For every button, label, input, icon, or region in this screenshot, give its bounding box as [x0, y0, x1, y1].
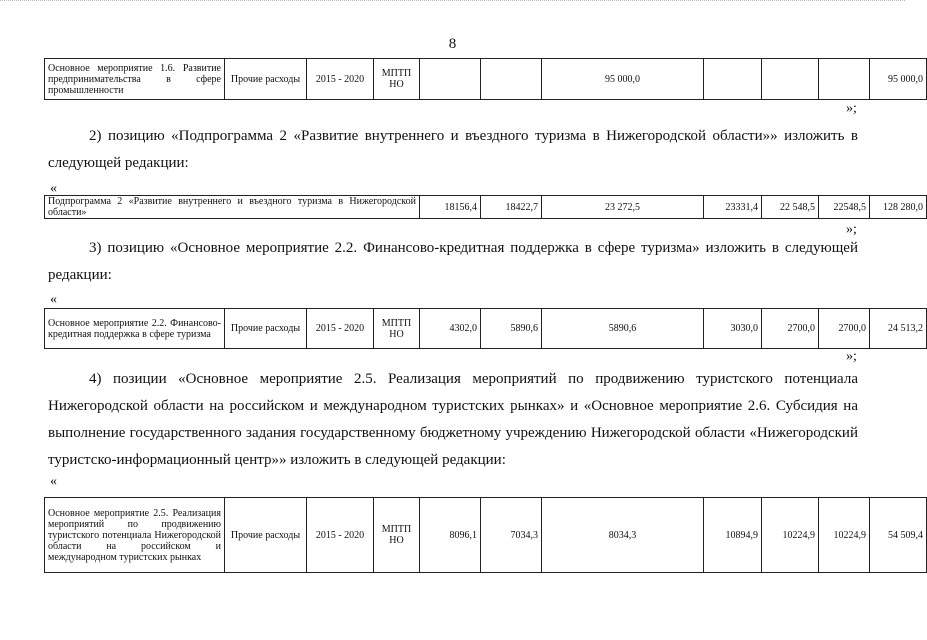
table-event-2-5: [44, 497, 927, 573]
table-event-1-6: [44, 58, 927, 100]
row-description: Основное мероприятие 2.2. Финансово-кредитная поддержка в сфере туризма: [45, 309, 225, 349]
total-cell: 54 509,4: [870, 498, 927, 573]
paragraph-2: [48, 123, 858, 177]
paragraph-4-text: 4) позиции «Основное мероприятие 2.5. Реализация мероприятий по продвижению туристского потенциала Нижегородской области на российском и международном туристских рынках» и «Основное мероприятие 2.6. Субсидия на выполнение государственного задания государственному бюджетному учреждению Нижегородской области «Нижегородский туристско-информационный центр»» изложить в следующей редакции:: [48, 371, 858, 468]
table-row: [45, 309, 927, 349]
paragraph-3: [48, 235, 858, 289]
expense-type-cell: Прочие расходы: [225, 498, 307, 573]
value-cell-5: 2700,0: [762, 309, 819, 349]
table-row: [45, 196, 927, 219]
executor-cell: МПТП НО: [374, 59, 420, 100]
row-description: Подпрограмма 2 «Развитие внутреннего и въездного туризма в Нижегородской области»: [45, 196, 420, 219]
value-cell-2: 7034,3: [481, 498, 542, 573]
expense-type-cell: Прочие расходы: [225, 309, 307, 349]
value-cell-1: [420, 59, 481, 100]
value-cell-1: 8096,1: [420, 498, 481, 573]
value-cell-3: 8034,3: [542, 498, 704, 573]
period-cell: 2015 - 2020: [307, 59, 374, 100]
paragraph-3-text: 3) позицию «Основное мероприятие 2.2. Финансово-кредитная поддержка в сфере туризма» изложить в следующей редакции:: [48, 240, 858, 283]
closing-quote-1: »;: [846, 101, 857, 116]
expense-type-cell: Прочие расходы: [225, 59, 307, 100]
period-cell: 2015 - 2020: [307, 498, 374, 573]
closing-quote-3: »;: [846, 349, 857, 364]
value-cell-1: 4302,0: [420, 309, 481, 349]
value-cell-2: 18422,7: [481, 196, 542, 219]
table-event-2-2: [44, 308, 927, 349]
closing-quote-2: »;: [846, 222, 857, 237]
total-cell: 24 513,2: [870, 309, 927, 349]
total-cell: 128 280,0: [870, 196, 927, 219]
value-cell-1: 18156,4: [420, 196, 481, 219]
opening-quote-2: «: [50, 181, 57, 196]
value-cell-3: 23 272,5: [542, 196, 704, 219]
value-cell-3: 5890,6: [542, 309, 704, 349]
executor-cell: МПТП НО: [374, 498, 420, 573]
table-row: [45, 498, 927, 573]
value-cell-5: 22 548,5: [762, 196, 819, 219]
row-description: Основное мероприятие 2.5. Реализация мероприятий по продвижению туристского потенциала Нижегородской области на российском и международном туристских рынках: [45, 498, 225, 573]
paragraph-4: [48, 366, 858, 474]
opening-quote-4: «: [50, 474, 57, 489]
table-row: [45, 59, 927, 100]
total-cell: 95 000,0: [870, 59, 927, 100]
top-dotted-edge: [0, 0, 905, 3]
value-cell-2: [481, 59, 542, 100]
value-cell-2: 5890,6: [481, 309, 542, 349]
value-cell-6: 22548,5: [819, 196, 870, 219]
value-cell-5: 10224,9: [762, 498, 819, 573]
value-cell-5: [762, 59, 819, 100]
value-cell-4: 10894,9: [704, 498, 762, 573]
page-number: 8: [448, 36, 457, 52]
value-cell-3: 95 000,0: [542, 59, 704, 100]
value-cell-6: 2700,0: [819, 309, 870, 349]
value-cell-4: [704, 59, 762, 100]
period-cell: 2015 - 2020: [307, 309, 374, 349]
value-cell-4: 3030,0: [704, 309, 762, 349]
opening-quote-3: «: [50, 292, 57, 307]
value-cell-4: 23331,4: [704, 196, 762, 219]
paragraph-2-text: 2) позицию «Подпрограмма 2 «Развитие внутреннего и въездного туризма в Нижегородской области»» изложить в следующей редакции:: [48, 128, 858, 171]
executor-cell: МПТП НО: [374, 309, 420, 349]
table-subprogram-2: [44, 195, 927, 219]
value-cell-6: 10224,9: [819, 498, 870, 573]
row-description: Основное мероприятие 1.6. Развитие предпринимательства в сфере промышленности: [45, 59, 225, 100]
value-cell-6: [819, 59, 870, 100]
